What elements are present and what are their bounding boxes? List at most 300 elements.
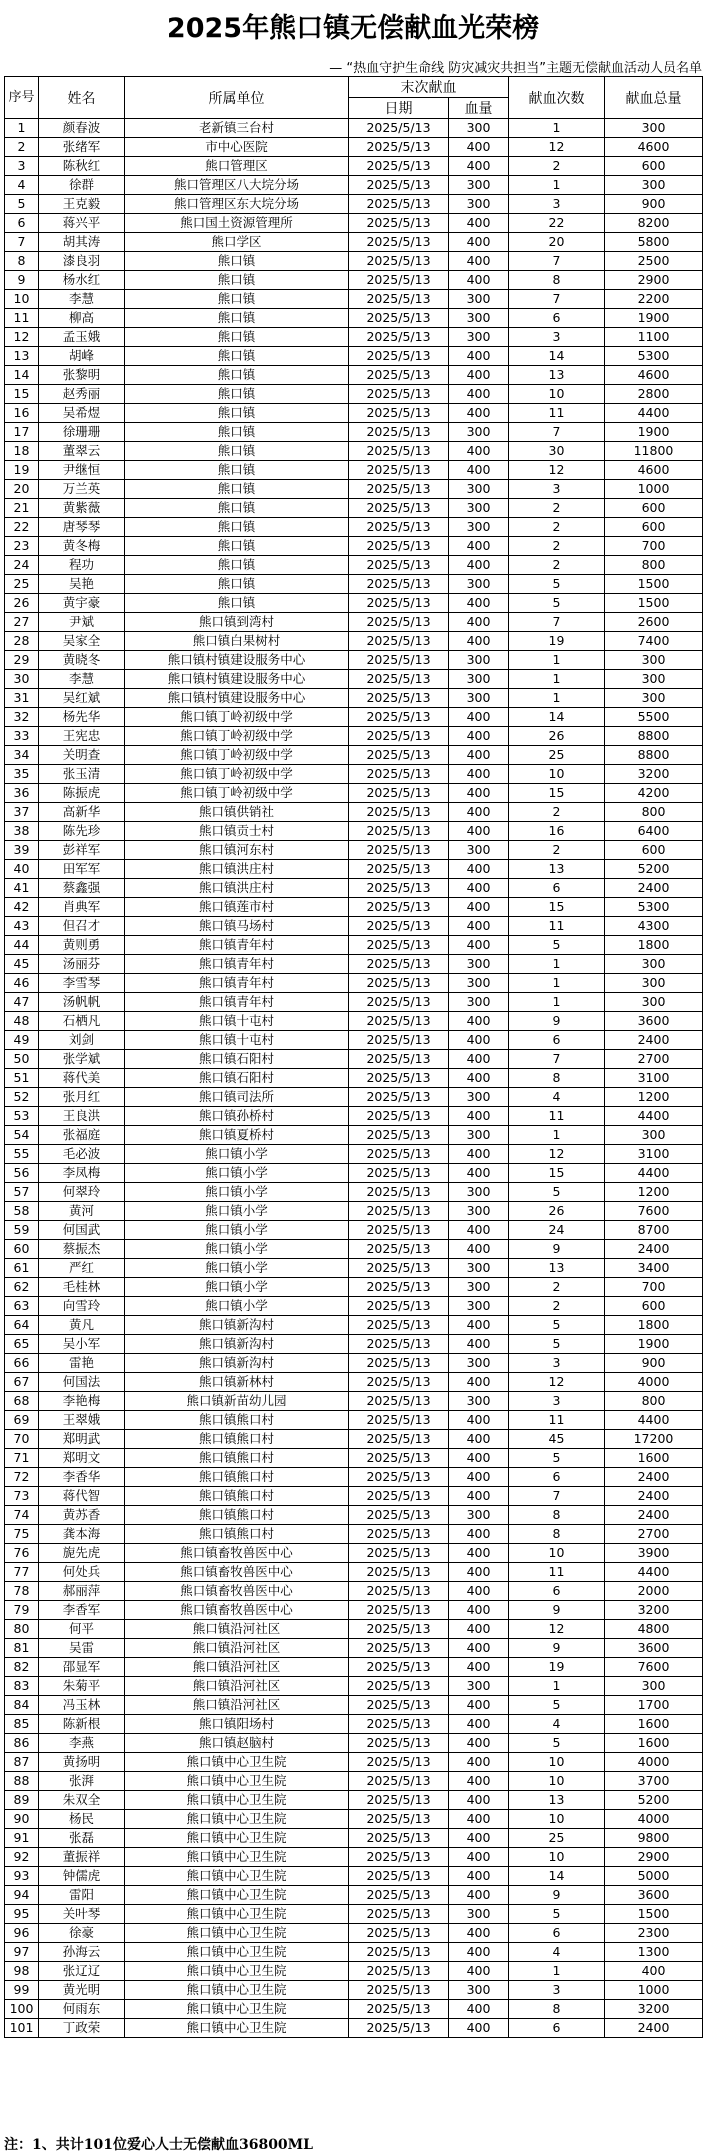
cell-name: 张绪军 bbox=[39, 138, 125, 157]
cell-name: 旎先虎 bbox=[39, 1544, 125, 1563]
cell-count: 5 bbox=[509, 1316, 605, 1335]
cell-date: 2025/5/13 bbox=[349, 1031, 449, 1050]
cell-date: 2025/5/13 bbox=[349, 214, 449, 233]
cell-count: 25 bbox=[509, 1829, 605, 1848]
cell-unit: 熊口镇中心卫生院 bbox=[125, 1848, 349, 1867]
table-row bbox=[5, 1411, 703, 1430]
cell-unit: 熊口镇中心卫生院 bbox=[125, 1962, 349, 1981]
cell-date: 2025/5/13 bbox=[349, 1962, 449, 1981]
cell-total: 2500 bbox=[605, 252, 703, 271]
cell-unit: 熊口国土资源管理所 bbox=[125, 214, 349, 233]
table-row bbox=[5, 1069, 703, 1088]
cell-volume: 300 bbox=[449, 1183, 509, 1202]
cell-date: 2025/5/13 bbox=[349, 784, 449, 803]
cell-volume: 400 bbox=[449, 1069, 509, 1088]
cell-date: 2025/5/13 bbox=[349, 233, 449, 252]
cell-unit: 熊口镇畜牧兽医中心 bbox=[125, 1563, 349, 1582]
cell-count: 11 bbox=[509, 404, 605, 423]
cell-total: 2400 bbox=[605, 1031, 703, 1050]
cell-name: 杨民 bbox=[39, 1810, 125, 1829]
cell-unit: 熊口镇洪庄村 bbox=[125, 879, 349, 898]
cell-count: 5 bbox=[509, 594, 605, 613]
cell-count: 6 bbox=[509, 879, 605, 898]
cell-count: 14 bbox=[509, 1867, 605, 1886]
cell-seq: 27 bbox=[5, 613, 39, 632]
cell-total: 6400 bbox=[605, 822, 703, 841]
cell-unit: 熊口镇小学 bbox=[125, 1278, 349, 1297]
cell-count: 45 bbox=[509, 1430, 605, 1449]
cell-volume: 400 bbox=[449, 1696, 509, 1715]
cell-volume: 300 bbox=[449, 689, 509, 708]
cell-date: 2025/5/13 bbox=[349, 1525, 449, 1544]
cell-unit: 熊口镇沿河社区 bbox=[125, 1696, 349, 1715]
cell-date: 2025/5/13 bbox=[349, 1088, 449, 1107]
cell-count: 7 bbox=[509, 1487, 605, 1506]
cell-count: 5 bbox=[509, 1449, 605, 1468]
cell-count: 10 bbox=[509, 1810, 605, 1829]
cell-unit: 熊口镇青年村 bbox=[125, 955, 349, 974]
cell-total: 3200 bbox=[605, 765, 703, 784]
table-row bbox=[5, 480, 703, 499]
cell-total: 3200 bbox=[605, 2000, 703, 2019]
cell-seq: 32 bbox=[5, 708, 39, 727]
cell-count: 2 bbox=[509, 157, 605, 176]
cell-volume: 400 bbox=[449, 1107, 509, 1126]
cell-date: 2025/5/13 bbox=[349, 955, 449, 974]
cell-name: 吴雷 bbox=[39, 1639, 125, 1658]
cell-total: 300 bbox=[605, 176, 703, 195]
table-row bbox=[5, 746, 703, 765]
table-row bbox=[5, 993, 703, 1012]
table-row bbox=[5, 1620, 703, 1639]
cell-unit: 熊口镇丁岭初级中学 bbox=[125, 784, 349, 803]
cell-unit: 熊口学区 bbox=[125, 233, 349, 252]
cell-name: 钟儒虎 bbox=[39, 1867, 125, 1886]
cell-total: 3600 bbox=[605, 1639, 703, 1658]
table-row bbox=[5, 1050, 703, 1069]
cell-count: 5 bbox=[509, 575, 605, 594]
cell-volume: 400 bbox=[449, 1886, 509, 1905]
cell-total: 400 bbox=[605, 1962, 703, 1981]
cell-volume: 400 bbox=[449, 1715, 509, 1734]
table-row bbox=[5, 556, 703, 575]
cell-total: 1900 bbox=[605, 1335, 703, 1354]
table-row bbox=[5, 537, 703, 556]
cell-seq: 99 bbox=[5, 1981, 39, 2000]
cell-total: 1200 bbox=[605, 1088, 703, 1107]
cell-seq: 10 bbox=[5, 290, 39, 309]
cell-total: 300 bbox=[605, 670, 703, 689]
cell-total: 3100 bbox=[605, 1145, 703, 1164]
cell-count: 5 bbox=[509, 936, 605, 955]
cell-volume: 300 bbox=[449, 499, 509, 518]
cell-date: 2025/5/13 bbox=[349, 632, 449, 651]
cell-unit: 熊口镇 bbox=[125, 252, 349, 271]
table-row bbox=[5, 1981, 703, 2000]
cell-volume: 300 bbox=[449, 290, 509, 309]
cell-count: 5 bbox=[509, 1183, 605, 1202]
cell-unit: 熊口镇小学 bbox=[125, 1202, 349, 1221]
cell-count: 4 bbox=[509, 1088, 605, 1107]
cell-volume: 400 bbox=[449, 1487, 509, 1506]
cell-count: 4 bbox=[509, 1943, 605, 1962]
table-row bbox=[5, 195, 703, 214]
cell-unit: 熊口镇中心卫生院 bbox=[125, 1772, 349, 1791]
cell-volume: 400 bbox=[449, 1563, 509, 1582]
table-row bbox=[5, 1031, 703, 1050]
cell-seq: 28 bbox=[5, 632, 39, 651]
table-row bbox=[5, 1696, 703, 1715]
cell-unit: 熊口镇村镇建设服务中心 bbox=[125, 651, 349, 670]
cell-name: 蒋代智 bbox=[39, 1487, 125, 1506]
cell-total: 2400 bbox=[605, 2019, 703, 2038]
table-row bbox=[5, 1088, 703, 1107]
cell-volume: 400 bbox=[449, 1620, 509, 1639]
cell-date: 2025/5/13 bbox=[349, 1354, 449, 1373]
cell-seq: 50 bbox=[5, 1050, 39, 1069]
table-row bbox=[5, 1183, 703, 1202]
cell-seq: 52 bbox=[5, 1088, 39, 1107]
cell-name: 雷阳 bbox=[39, 1886, 125, 1905]
cell-count: 1 bbox=[509, 119, 605, 138]
cell-count: 7 bbox=[509, 252, 605, 271]
cell-total: 4400 bbox=[605, 1164, 703, 1183]
cell-date: 2025/5/13 bbox=[349, 689, 449, 708]
cell-date: 2025/5/13 bbox=[349, 176, 449, 195]
cell-unit: 熊口镇青年村 bbox=[125, 993, 349, 1012]
cell-count: 1 bbox=[509, 689, 605, 708]
cell-seq: 53 bbox=[5, 1107, 39, 1126]
cell-total: 4600 bbox=[605, 461, 703, 480]
cell-volume: 400 bbox=[449, 1373, 509, 1392]
table-row bbox=[5, 2000, 703, 2019]
cell-total: 8800 bbox=[605, 746, 703, 765]
table-row bbox=[5, 1848, 703, 1867]
table-row bbox=[5, 1582, 703, 1601]
cell-name: 何国法 bbox=[39, 1373, 125, 1392]
cell-volume: 400 bbox=[449, 1411, 509, 1430]
cell-unit: 熊口镇 bbox=[125, 537, 349, 556]
cell-volume: 300 bbox=[449, 480, 509, 499]
cell-count: 26 bbox=[509, 1202, 605, 1221]
cell-unit: 熊口镇小学 bbox=[125, 1145, 349, 1164]
cell-name: 李慧 bbox=[39, 290, 125, 309]
cell-seq: 15 bbox=[5, 385, 39, 404]
cell-seq: 65 bbox=[5, 1335, 39, 1354]
cell-total: 2400 bbox=[605, 1487, 703, 1506]
cell-volume: 300 bbox=[449, 974, 509, 993]
cell-unit: 熊口镇马场村 bbox=[125, 917, 349, 936]
cell-volume: 400 bbox=[449, 1772, 509, 1791]
cell-seq: 86 bbox=[5, 1734, 39, 1753]
cell-total: 4600 bbox=[605, 138, 703, 157]
header-name: 姓名 bbox=[39, 77, 125, 119]
cell-count: 3 bbox=[509, 1392, 605, 1411]
table-row bbox=[5, 385, 703, 404]
cell-date: 2025/5/13 bbox=[349, 708, 449, 727]
cell-unit: 熊口镇 bbox=[125, 271, 349, 290]
cell-count: 3 bbox=[509, 1981, 605, 2000]
cell-total: 3100 bbox=[605, 1069, 703, 1088]
cell-name: 赵秀丽 bbox=[39, 385, 125, 404]
cell-volume: 300 bbox=[449, 1981, 509, 2000]
cell-date: 2025/5/13 bbox=[349, 1183, 449, 1202]
header-last-donation: 末次献血 bbox=[349, 77, 509, 98]
cell-name: 何处兵 bbox=[39, 1563, 125, 1582]
table-row bbox=[5, 518, 703, 537]
cell-seq: 83 bbox=[5, 1677, 39, 1696]
cell-date: 2025/5/13 bbox=[349, 1316, 449, 1335]
cell-seq: 14 bbox=[5, 366, 39, 385]
table-row bbox=[5, 1639, 703, 1658]
cell-unit: 熊口镇小学 bbox=[125, 1183, 349, 1202]
table-row bbox=[5, 1810, 703, 1829]
cell-count: 6 bbox=[509, 1582, 605, 1601]
cell-name: 蒋代美 bbox=[39, 1069, 125, 1088]
cell-date: 2025/5/13 bbox=[349, 442, 449, 461]
cell-seq: 46 bbox=[5, 974, 39, 993]
cell-volume: 400 bbox=[449, 461, 509, 480]
cell-volume: 400 bbox=[449, 138, 509, 157]
table-row bbox=[5, 860, 703, 879]
cell-total: 300 bbox=[605, 993, 703, 1012]
cell-seq: 30 bbox=[5, 670, 39, 689]
cell-volume: 300 bbox=[449, 1202, 509, 1221]
cell-name: 李慧 bbox=[39, 670, 125, 689]
cell-seq: 85 bbox=[5, 1715, 39, 1734]
cell-count: 1 bbox=[509, 974, 605, 993]
cell-name: 蒋兴平 bbox=[39, 214, 125, 233]
table-row bbox=[5, 898, 703, 917]
cell-count: 12 bbox=[509, 138, 605, 157]
cell-seq: 40 bbox=[5, 860, 39, 879]
cell-name: 胡其涛 bbox=[39, 233, 125, 252]
cell-date: 2025/5/13 bbox=[349, 157, 449, 176]
cell-date: 2025/5/13 bbox=[349, 1639, 449, 1658]
cell-seq: 1 bbox=[5, 119, 39, 138]
cell-total: 9800 bbox=[605, 1829, 703, 1848]
cell-unit: 熊口镇村镇建设服务中心 bbox=[125, 689, 349, 708]
cell-seq: 101 bbox=[5, 2019, 39, 2038]
cell-total: 2000 bbox=[605, 1582, 703, 1601]
cell-count: 5 bbox=[509, 1335, 605, 1354]
cell-date: 2025/5/13 bbox=[349, 822, 449, 841]
table-row bbox=[5, 1164, 703, 1183]
table-row bbox=[5, 575, 703, 594]
table-row bbox=[5, 1715, 703, 1734]
cell-volume: 300 bbox=[449, 423, 509, 442]
cell-date: 2025/5/13 bbox=[349, 1829, 449, 1848]
cell-count: 11 bbox=[509, 917, 605, 936]
cell-unit: 熊口镇十屯村 bbox=[125, 1031, 349, 1050]
table-row bbox=[5, 1316, 703, 1335]
cell-name: 肖典军 bbox=[39, 898, 125, 917]
cell-volume: 400 bbox=[449, 784, 509, 803]
cell-unit: 熊口镇 bbox=[125, 366, 349, 385]
cell-seq: 44 bbox=[5, 936, 39, 955]
cell-count: 9 bbox=[509, 1639, 605, 1658]
cell-name: 蔡振杰 bbox=[39, 1240, 125, 1259]
cell-total: 1200 bbox=[605, 1183, 703, 1202]
cell-unit: 熊口镇小学 bbox=[125, 1297, 349, 1316]
cell-date: 2025/5/13 bbox=[349, 1069, 449, 1088]
cell-name: 向雪玲 bbox=[39, 1297, 125, 1316]
cell-total: 2400 bbox=[605, 1240, 703, 1259]
cell-date: 2025/5/13 bbox=[349, 670, 449, 689]
cell-seq: 48 bbox=[5, 1012, 39, 1031]
cell-name: 徐豪 bbox=[39, 1924, 125, 1943]
cell-unit: 熊口镇 bbox=[125, 518, 349, 537]
cell-seq: 61 bbox=[5, 1259, 39, 1278]
cell-count: 30 bbox=[509, 442, 605, 461]
cell-total: 2400 bbox=[605, 1468, 703, 1487]
cell-total: 900 bbox=[605, 195, 703, 214]
cell-date: 2025/5/13 bbox=[349, 1715, 449, 1734]
cell-date: 2025/5/13 bbox=[349, 1126, 449, 1145]
cell-total: 1100 bbox=[605, 328, 703, 347]
cell-date: 2025/5/13 bbox=[349, 1449, 449, 1468]
table-row bbox=[5, 1753, 703, 1772]
cell-name: 张福庭 bbox=[39, 1126, 125, 1145]
cell-total: 300 bbox=[605, 651, 703, 670]
table-row bbox=[5, 708, 703, 727]
cell-date: 2025/5/13 bbox=[349, 727, 449, 746]
cell-volume: 400 bbox=[449, 822, 509, 841]
cell-name: 郑明文 bbox=[39, 1449, 125, 1468]
cell-volume: 300 bbox=[449, 670, 509, 689]
table-row bbox=[5, 917, 703, 936]
cell-name: 张黎明 bbox=[39, 366, 125, 385]
cell-name: 李凤梅 bbox=[39, 1164, 125, 1183]
cell-seq: 75 bbox=[5, 1525, 39, 1544]
cell-seq: 56 bbox=[5, 1164, 39, 1183]
cell-total: 2300 bbox=[605, 1924, 703, 1943]
cell-total: 600 bbox=[605, 518, 703, 537]
cell-volume: 400 bbox=[449, 366, 509, 385]
cell-count: 5 bbox=[509, 1734, 605, 1753]
cell-count: 9 bbox=[509, 1886, 605, 1905]
cell-volume: 400 bbox=[449, 632, 509, 651]
table-row bbox=[5, 1392, 703, 1411]
cell-unit: 熊口镇丁岭初级中学 bbox=[125, 708, 349, 727]
cell-unit: 熊口镇新沟村 bbox=[125, 1354, 349, 1373]
cell-name: 柳高 bbox=[39, 309, 125, 328]
cell-name: 何平 bbox=[39, 1620, 125, 1639]
cell-total: 300 bbox=[605, 119, 703, 138]
cell-volume: 400 bbox=[449, 1848, 509, 1867]
cell-volume: 400 bbox=[449, 879, 509, 898]
cell-seq: 9 bbox=[5, 271, 39, 290]
table-row bbox=[5, 271, 703, 290]
table-row bbox=[5, 1677, 703, 1696]
table-row bbox=[5, 1373, 703, 1392]
cell-volume: 300 bbox=[449, 1297, 509, 1316]
cell-seq: 67 bbox=[5, 1373, 39, 1392]
cell-volume: 400 bbox=[449, 898, 509, 917]
cell-total: 1000 bbox=[605, 1981, 703, 2000]
table-row bbox=[5, 1107, 703, 1126]
cell-date: 2025/5/13 bbox=[349, 1544, 449, 1563]
cell-date: 2025/5/13 bbox=[349, 309, 449, 328]
cell-name: 刘剑 bbox=[39, 1031, 125, 1050]
cell-total: 1800 bbox=[605, 936, 703, 955]
cell-volume: 400 bbox=[449, 1791, 509, 1810]
cell-name: 汤丽芬 bbox=[39, 955, 125, 974]
cell-seq: 35 bbox=[5, 765, 39, 784]
cell-total: 4000 bbox=[605, 1810, 703, 1829]
cell-unit: 熊口镇 bbox=[125, 575, 349, 594]
cell-total: 800 bbox=[605, 803, 703, 822]
cell-unit: 熊口镇中心卫生院 bbox=[125, 1791, 349, 1810]
cell-count: 19 bbox=[509, 1658, 605, 1677]
cell-total: 300 bbox=[605, 1126, 703, 1145]
cell-name: 杨水红 bbox=[39, 271, 125, 290]
cell-name: 王克毅 bbox=[39, 195, 125, 214]
cell-seq: 88 bbox=[5, 1772, 39, 1791]
cell-seq: 77 bbox=[5, 1563, 39, 1582]
cell-date: 2025/5/13 bbox=[349, 1867, 449, 1886]
cell-volume: 400 bbox=[449, 1430, 509, 1449]
table-row bbox=[5, 1335, 703, 1354]
table-row bbox=[5, 1259, 703, 1278]
cell-unit: 熊口镇畜牧兽医中心 bbox=[125, 1544, 349, 1563]
cell-unit: 熊口镇丁岭初级中学 bbox=[125, 746, 349, 765]
cell-unit: 熊口镇熊口村 bbox=[125, 1506, 349, 1525]
cell-date: 2025/5/13 bbox=[349, 138, 449, 157]
cell-total: 800 bbox=[605, 1392, 703, 1411]
table-row bbox=[5, 252, 703, 271]
cell-total: 300 bbox=[605, 689, 703, 708]
cell-seq: 45 bbox=[5, 955, 39, 974]
cell-count: 24 bbox=[509, 1221, 605, 1240]
cell-volume: 400 bbox=[449, 594, 509, 613]
cell-total: 5500 bbox=[605, 708, 703, 727]
cell-count: 14 bbox=[509, 347, 605, 366]
cell-unit: 熊口镇村镇建设服务中心 bbox=[125, 670, 349, 689]
cell-unit: 熊口镇沿河社区 bbox=[125, 1639, 349, 1658]
cell-date: 2025/5/13 bbox=[349, 1943, 449, 1962]
cell-unit: 熊口镇河东村 bbox=[125, 841, 349, 860]
cell-seq: 19 bbox=[5, 461, 39, 480]
cell-date: 2025/5/13 bbox=[349, 1658, 449, 1677]
cell-name: 徐珊珊 bbox=[39, 423, 125, 442]
cell-count: 11 bbox=[509, 1563, 605, 1582]
cell-unit: 熊口管理区 bbox=[125, 157, 349, 176]
cell-date: 2025/5/13 bbox=[349, 1221, 449, 1240]
cell-date: 2025/5/13 bbox=[349, 860, 449, 879]
cell-total: 600 bbox=[605, 157, 703, 176]
cell-total: 1900 bbox=[605, 309, 703, 328]
cell-volume: 400 bbox=[449, 1582, 509, 1601]
cell-volume: 300 bbox=[449, 328, 509, 347]
cell-total: 4000 bbox=[605, 1753, 703, 1772]
cell-unit: 熊口镇 bbox=[125, 385, 349, 404]
cell-volume: 400 bbox=[449, 214, 509, 233]
cell-seq: 59 bbox=[5, 1221, 39, 1240]
cell-seq: 38 bbox=[5, 822, 39, 841]
cell-unit: 熊口镇 bbox=[125, 423, 349, 442]
cell-unit: 熊口镇中心卫生院 bbox=[125, 2000, 349, 2019]
cell-volume: 400 bbox=[449, 1525, 509, 1544]
cell-count: 8 bbox=[509, 2000, 605, 2019]
cell-name: 丁政荣 bbox=[39, 2019, 125, 2038]
cell-name: 彭祥军 bbox=[39, 841, 125, 860]
cell-name: 王良洪 bbox=[39, 1107, 125, 1126]
cell-total: 3200 bbox=[605, 1601, 703, 1620]
cell-seq: 92 bbox=[5, 1848, 39, 1867]
cell-count: 22 bbox=[509, 214, 605, 233]
cell-unit: 熊口镇新苗幼儿园 bbox=[125, 1392, 349, 1411]
